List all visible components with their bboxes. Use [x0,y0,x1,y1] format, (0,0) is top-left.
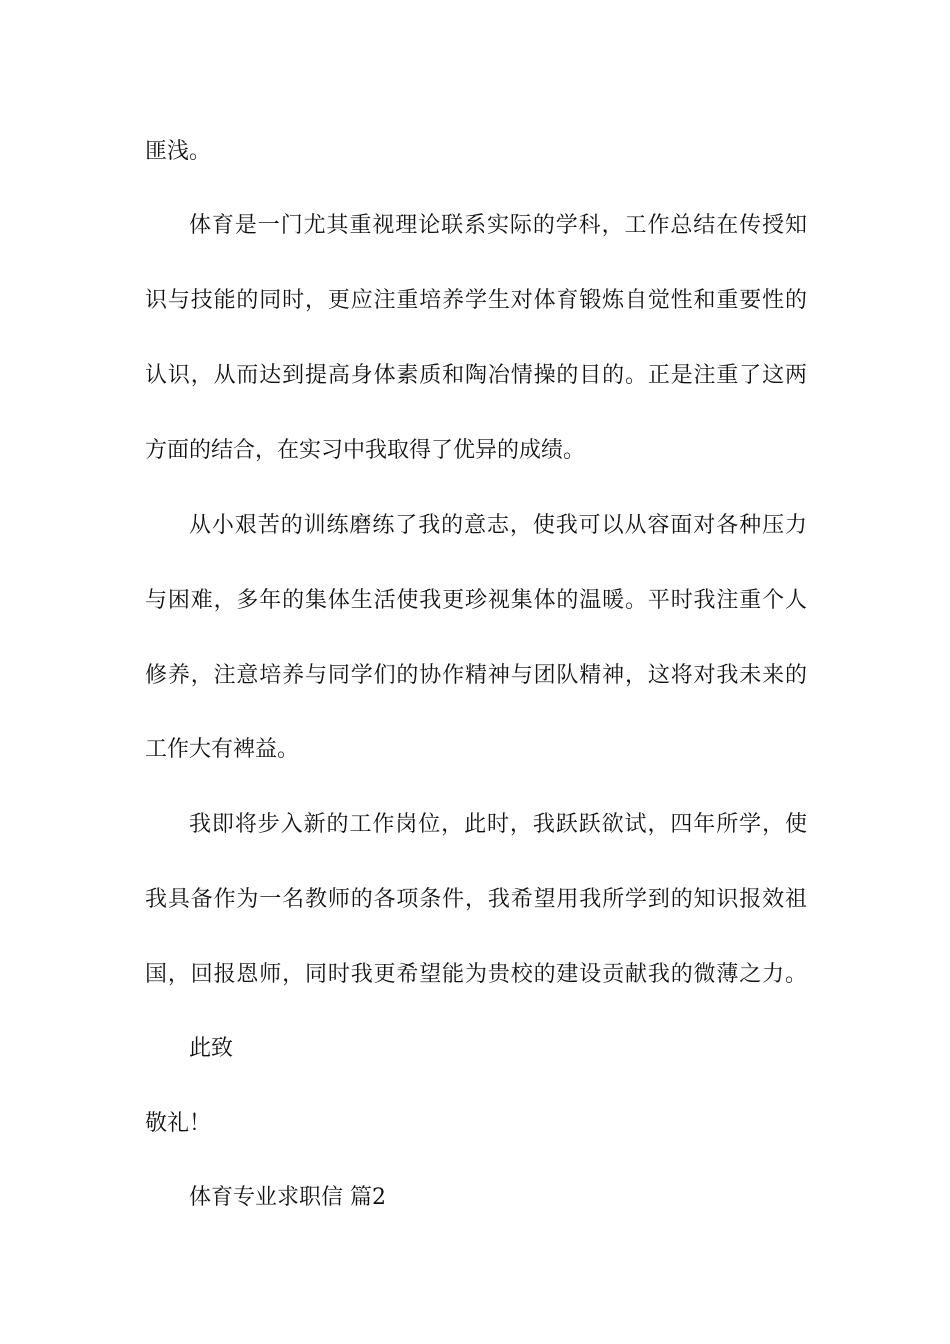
closing-salutation: 此致 [189,1036,234,1061]
text-line: 认识，从而达到提高身体素质和陶冶情操的目的。正是注重了这两 [145,363,807,388]
paragraph-first-line: 体育是一门尤其重视理论联系实际的学科，工作总结在传授知 [189,213,807,238]
text-line: 我具备作为一名教师的各项条件，我希望用我所学到的知识报效祖 [145,887,807,912]
text-line: 识与技能的同时，更应注重培养学生对体育锻炼自觉性和重要性的 [145,288,807,313]
text-line: 国，回报恩师，同时我更希望能为贵校的建设贡献我的微薄之力。 [145,962,807,987]
text-line: 工作大有裨益。 [145,737,300,762]
paragraph-first-line: 我即将步入新的工作岗位，此时，我跃跃欲试，四年所学，使 [189,812,807,837]
text-line: 与困难，多年的集体生活使我更珍视集体的温暖。平时我注重个人 [145,588,807,613]
text-line: 方面的结合，在实习中我取得了优异的成绩。 [145,438,586,463]
text-line: 匪浅。 [145,139,212,164]
text-line: 修养，注意培养与同学们的协作精神与团队精神，这将对我未来的 [145,663,807,688]
paragraph-first-line: 从小艰苦的训练磨练了我的意志，使我可以从容面对各种压力 [189,513,807,538]
closing-regards: 敬礼！ [145,1111,212,1136]
section-heading: 体育专业求职信 篇2 [189,1185,386,1210]
